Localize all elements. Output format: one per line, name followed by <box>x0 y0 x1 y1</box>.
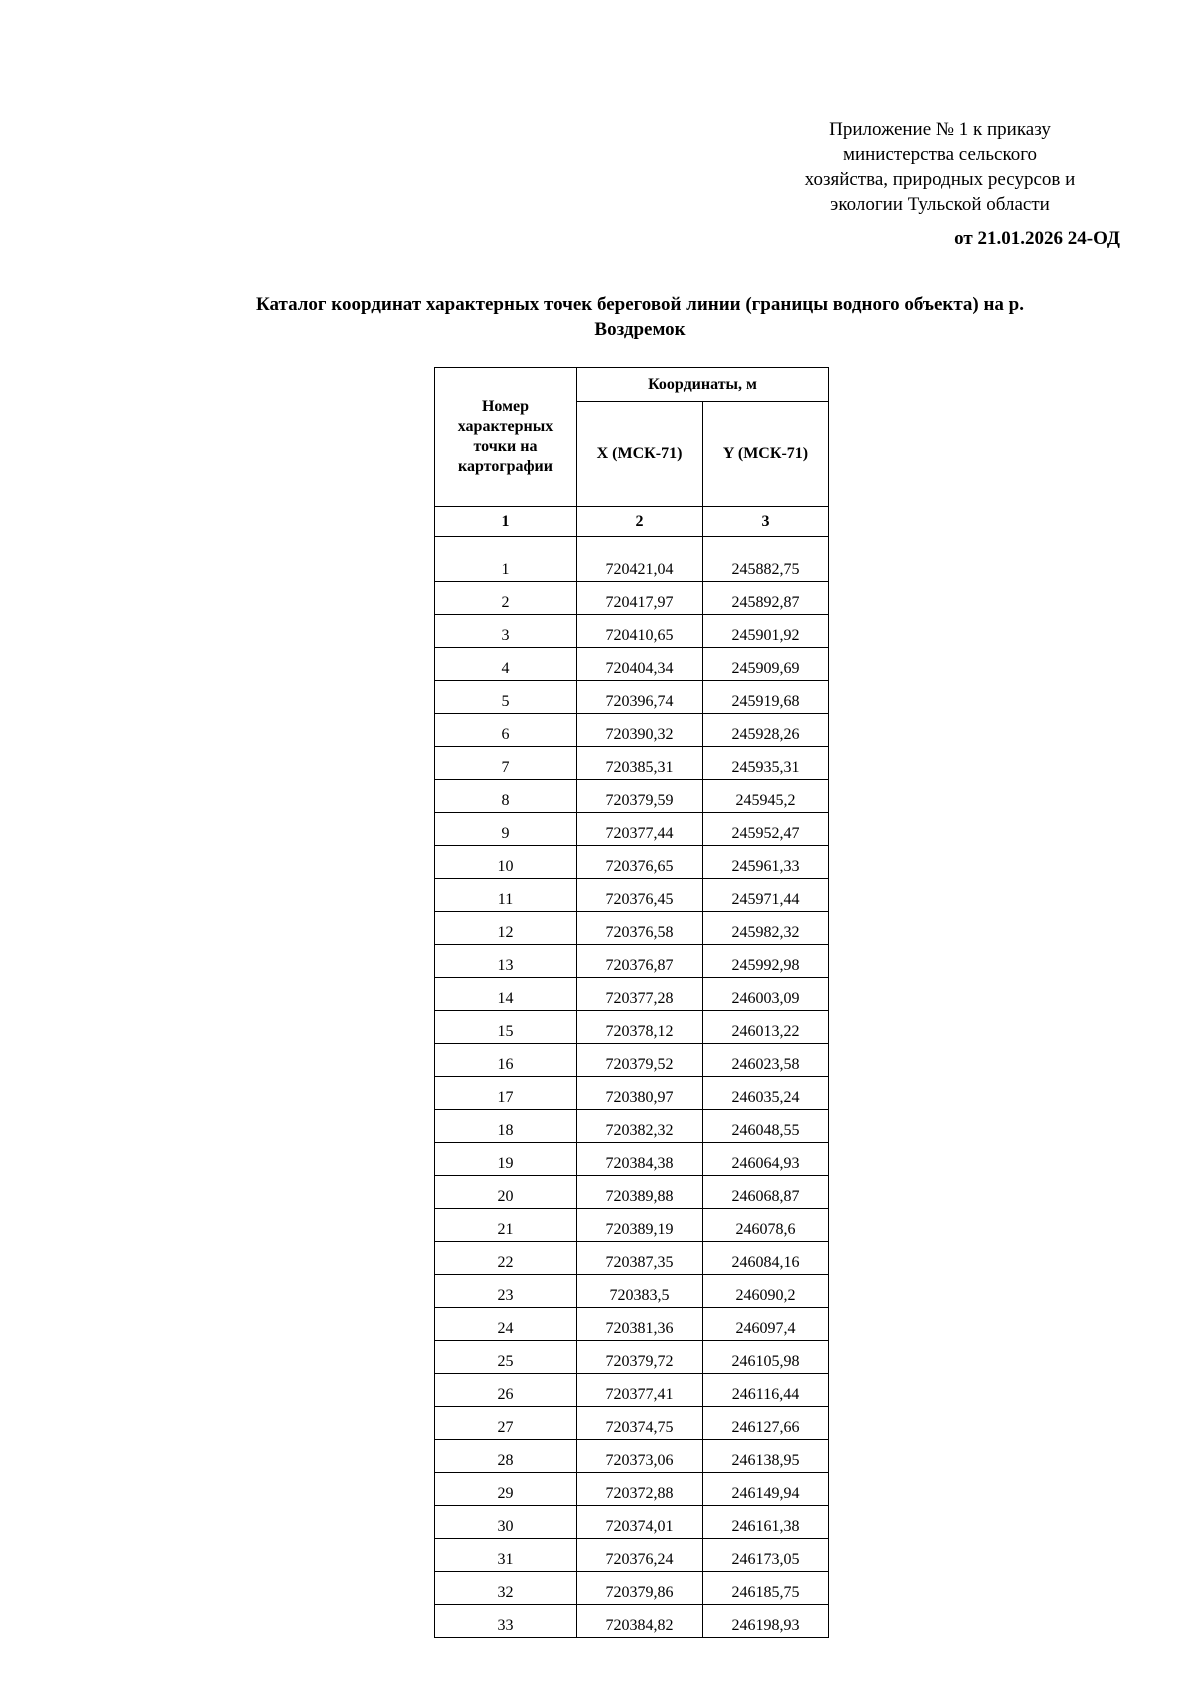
cell-x: 720379,72 <box>577 1341 703 1374</box>
header-x: X (МСК-71) <box>577 402 703 507</box>
cell-point-number: 31 <box>435 1539 577 1572</box>
cell-x: 720376,24 <box>577 1539 703 1572</box>
cell-x: 720421,04 <box>577 537 703 582</box>
table-row <box>435 681 829 714</box>
table-row <box>435 846 829 879</box>
order-reference: от 21.01.2026 24-ОД <box>954 228 1120 249</box>
cell-y: 246084,16 <box>703 1242 829 1275</box>
cell-x: 720382,32 <box>577 1110 703 1143</box>
document-title <box>120 292 1160 342</box>
cell-point-number: 12 <box>435 912 577 945</box>
table-row <box>435 1308 829 1341</box>
cell-x: 720390,32 <box>577 714 703 747</box>
cell-y: 246173,05 <box>703 1539 829 1572</box>
cell-y: 245919,68 <box>703 681 829 714</box>
cell-y: 246105,98 <box>703 1341 829 1374</box>
cell-y: 246078,6 <box>703 1209 829 1242</box>
annex-header <box>780 117 1100 217</box>
annex-line: хозяйства, природных ресурсов и <box>804 169 1076 190</box>
cell-x: 720404,34 <box>577 648 703 681</box>
cell-y: 245928,26 <box>703 714 829 747</box>
table-row <box>435 747 829 780</box>
cell-x: 720374,75 <box>577 1407 703 1440</box>
cell-x: 720372,88 <box>577 1473 703 1506</box>
cell-point-number: 26 <box>435 1374 577 1407</box>
cell-y: 246138,95 <box>703 1440 829 1473</box>
table-row <box>435 1572 829 1605</box>
cell-point-number: 1 <box>435 537 577 582</box>
column-number-1: 1 <box>435 507 577 537</box>
table-row <box>435 1275 829 1308</box>
cell-x: 720376,45 <box>577 879 703 912</box>
table-body <box>435 537 829 1638</box>
table-row <box>435 879 829 912</box>
cell-point-number: 18 <box>435 1110 577 1143</box>
cell-y: 246097,4 <box>703 1308 829 1341</box>
cell-point-number: 23 <box>435 1275 577 1308</box>
cell-x: 720380,97 <box>577 1077 703 1110</box>
cell-point-number: 3 <box>435 615 577 648</box>
table-row <box>435 780 829 813</box>
cell-point-number: 33 <box>435 1605 577 1638</box>
cell-point-number: 24 <box>435 1308 577 1341</box>
cell-y: 245935,31 <box>703 747 829 780</box>
cell-y: 246013,22 <box>703 1011 829 1044</box>
cell-x: 720396,74 <box>577 681 703 714</box>
table-row <box>435 582 829 615</box>
cell-point-number: 13 <box>435 945 577 978</box>
cell-y: 246161,38 <box>703 1506 829 1539</box>
table-row <box>435 1077 829 1110</box>
title-line-1: Каталог координат характерных точек береговой линии (границы водного объекта) на р. <box>255 294 1024 315</box>
cell-point-number: 29 <box>435 1473 577 1506</box>
table-row <box>435 1440 829 1473</box>
cell-x: 720376,65 <box>577 846 703 879</box>
cell-y: 246090,2 <box>703 1275 829 1308</box>
cell-point-number: 6 <box>435 714 577 747</box>
table-row <box>435 1506 829 1539</box>
cell-y: 245901,92 <box>703 615 829 648</box>
cell-point-number: 17 <box>435 1077 577 1110</box>
table-row <box>435 978 829 1011</box>
cell-point-number: 4 <box>435 648 577 681</box>
cell-point-number: 5 <box>435 681 577 714</box>
table-row <box>435 1044 829 1077</box>
cell-x: 720389,19 <box>577 1209 703 1242</box>
table-row <box>435 1176 829 1209</box>
cell-y: 245892,87 <box>703 582 829 615</box>
cell-y: 245945,2 <box>703 780 829 813</box>
cell-x: 720379,59 <box>577 780 703 813</box>
table-row <box>435 1374 829 1407</box>
cell-point-number: 7 <box>435 747 577 780</box>
table-row <box>435 912 829 945</box>
cell-x: 720379,86 <box>577 1572 703 1605</box>
cell-x: 720373,06 <box>577 1440 703 1473</box>
cell-point-number: 32 <box>435 1572 577 1605</box>
column-number-2: 2 <box>577 507 703 537</box>
cell-x: 720384,38 <box>577 1143 703 1176</box>
cell-y: 246048,55 <box>703 1110 829 1143</box>
cell-x: 720376,58 <box>577 912 703 945</box>
cell-point-number: 20 <box>435 1176 577 1209</box>
annex-line: экологии Тульской области <box>830 194 1050 215</box>
cell-y: 245961,33 <box>703 846 829 879</box>
cell-y: 245952,47 <box>703 813 829 846</box>
cell-x: 720383,5 <box>577 1275 703 1308</box>
cell-point-number: 8 <box>435 780 577 813</box>
cell-x: 720379,52 <box>577 1044 703 1077</box>
title-line-2: Воздремок <box>594 319 686 340</box>
cell-x: 720385,31 <box>577 747 703 780</box>
cell-y: 245971,44 <box>703 879 829 912</box>
table-row <box>435 813 829 846</box>
table-row <box>435 1209 829 1242</box>
coordinates-table <box>434 367 829 1638</box>
cell-y: 245982,32 <box>703 912 829 945</box>
cell-x: 720376,87 <box>577 945 703 978</box>
cell-y: 246068,87 <box>703 1176 829 1209</box>
cell-point-number: 25 <box>435 1341 577 1374</box>
cell-point-number: 9 <box>435 813 577 846</box>
cell-x: 720389,88 <box>577 1176 703 1209</box>
cell-y: 245992,98 <box>703 945 829 978</box>
table-row <box>435 615 829 648</box>
cell-y: 245909,69 <box>703 648 829 681</box>
cell-x: 720384,82 <box>577 1605 703 1638</box>
cell-point-number: 30 <box>435 1506 577 1539</box>
header-point-number: Номер характерных точки на картографии <box>435 368 577 507</box>
cell-y: 246198,93 <box>703 1605 829 1638</box>
table-row <box>435 1473 829 1506</box>
cell-point-number: 16 <box>435 1044 577 1077</box>
cell-x: 720387,35 <box>577 1242 703 1275</box>
cell-y: 246064,93 <box>703 1143 829 1176</box>
cell-point-number: 28 <box>435 1440 577 1473</box>
header-y: Y (МСК-71) <box>703 402 829 507</box>
cell-point-number: 10 <box>435 846 577 879</box>
table-row <box>435 1110 829 1143</box>
header-coordinates: Координаты, м <box>577 368 829 402</box>
cell-x: 720377,41 <box>577 1374 703 1407</box>
cell-x: 720374,01 <box>577 1506 703 1539</box>
table-row <box>435 1242 829 1275</box>
cell-point-number: 14 <box>435 978 577 1011</box>
cell-point-number: 19 <box>435 1143 577 1176</box>
table-row <box>435 714 829 747</box>
cell-y: 245882,75 <box>703 537 829 582</box>
cell-x: 720377,44 <box>577 813 703 846</box>
column-number-3: 3 <box>703 507 829 537</box>
cell-y: 246127,66 <box>703 1407 829 1440</box>
cell-x: 720417,97 <box>577 582 703 615</box>
cell-y: 246149,94 <box>703 1473 829 1506</box>
cell-point-number: 22 <box>435 1242 577 1275</box>
table-row <box>435 1407 829 1440</box>
table-row <box>435 648 829 681</box>
table-row <box>435 1011 829 1044</box>
cell-point-number: 27 <box>435 1407 577 1440</box>
cell-x: 720378,12 <box>577 1011 703 1044</box>
table-row <box>435 1605 829 1638</box>
cell-y: 246185,75 <box>703 1572 829 1605</box>
cell-y: 246035,24 <box>703 1077 829 1110</box>
annex-line: министерства сельского <box>842 144 1038 165</box>
cell-y: 246023,58 <box>703 1044 829 1077</box>
table-row <box>435 1539 829 1572</box>
table-row <box>435 1143 829 1176</box>
cell-x: 720410,65 <box>577 615 703 648</box>
cell-y: 246116,44 <box>703 1374 829 1407</box>
cell-x: 720377,28 <box>577 978 703 1011</box>
table-row <box>435 1341 829 1374</box>
table-row <box>435 945 829 978</box>
cell-point-number: 21 <box>435 1209 577 1242</box>
cell-point-number: 11 <box>435 879 577 912</box>
cell-point-number: 15 <box>435 1011 577 1044</box>
cell-x: 720381,36 <box>577 1308 703 1341</box>
cell-y: 246003,09 <box>703 978 829 1011</box>
table-row <box>435 537 829 582</box>
cell-point-number: 2 <box>435 582 577 615</box>
annex-line: Приложение № 1 к приказу <box>829 119 1051 140</box>
